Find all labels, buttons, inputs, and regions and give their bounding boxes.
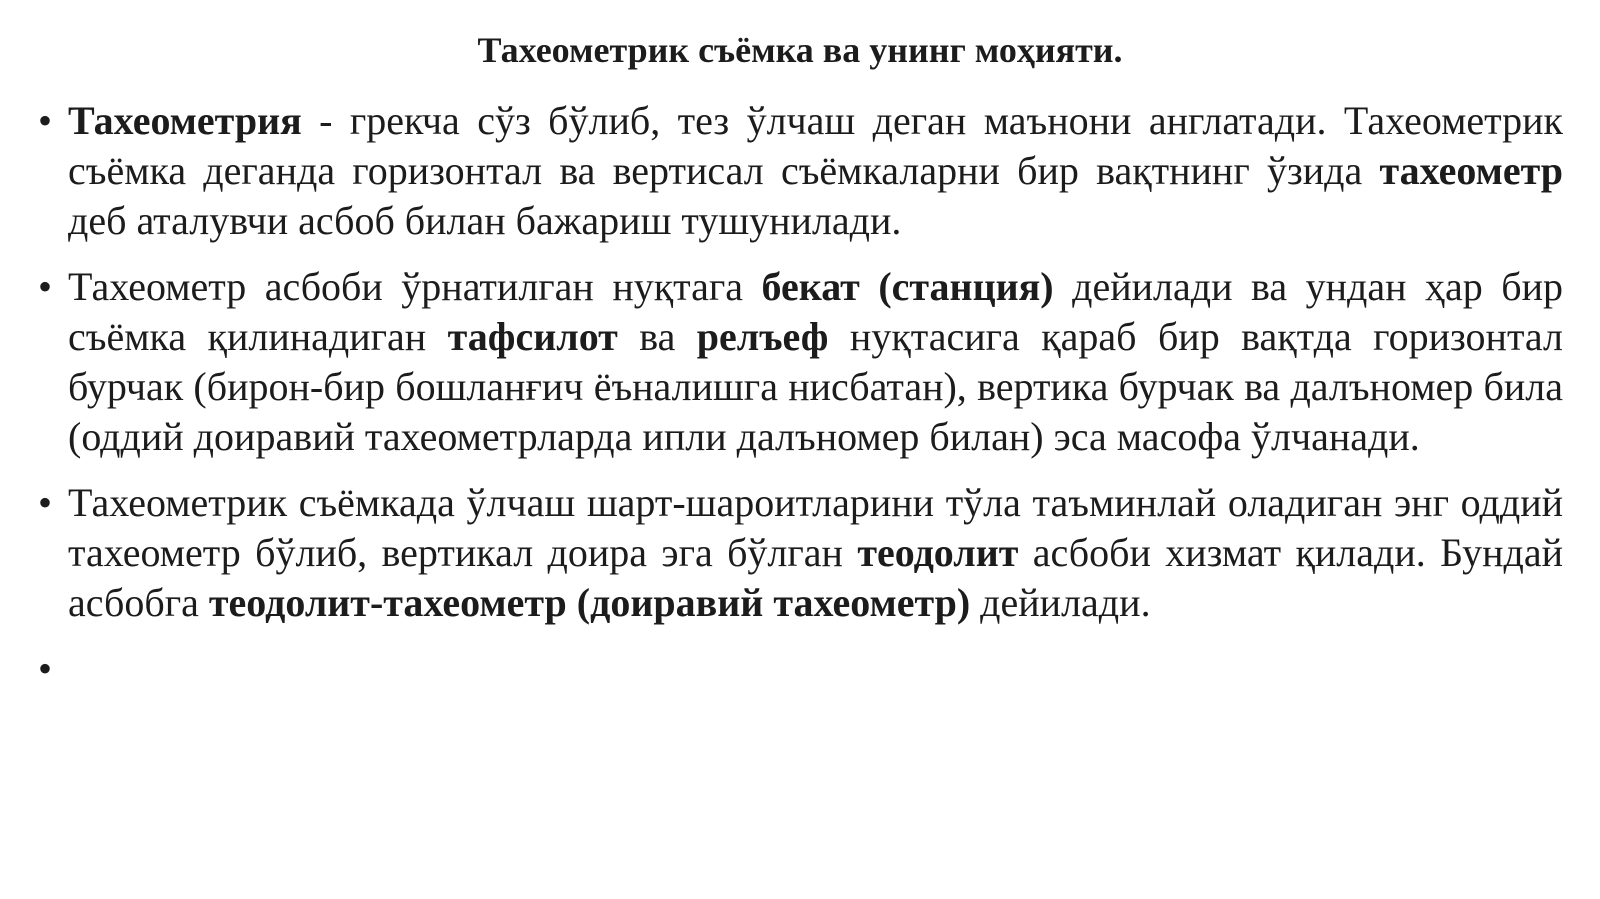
text-segment: дейилади. [970,580,1151,625]
text-segment: дейилади ва ундан ҳар бир съёмка қилинадиган [68,264,1564,359]
bold-term: бекат (станция) [761,264,1054,309]
bullet-list [0,96,1600,710]
bullet-dot-icon: • [38,264,53,309]
bullet-dot-icon: • [38,646,53,691]
bullet-item-empty [0,644,1600,694]
text-segment: деб аталувчи асбоб билан бажариш тушунилади. [68,198,902,243]
bold-term: Тахеометрия [68,98,302,143]
text-segment: нуқтасига қараб бир вақтда горизонтал бурчак (бирон-бир бошланғич ёъналишга нисбатан), вертика бурчак ва далъномер била (оддий доиравий тахеометрларда ипли далъномер билан) эса масофа ўлчанади. [68,314,1563,459]
bullet-text [68,478,1563,628]
slide-title: Тахеометрик съёмка ва унинг моҳияти. [477,30,1123,70]
text-segment: - грекча сўз бўлиб, тез ўлчаш деган маънони англатади. Тахеометрик съёмка деганда горизонтал ва вертисал съёмкаларни бир вақтнинг ўзида [68,98,1563,193]
text-segment: ва [617,314,697,359]
bullet-dot-icon: • [38,480,53,525]
bullet-text [68,96,1563,246]
bullet-item [0,262,1600,462]
bullet-text [68,262,1563,462]
bullet-dot-icon: • [38,98,53,143]
bold-term: теодолит-тахеометр (доиравий тахеометр) [208,580,971,625]
bold-term: тафсилот [447,314,618,359]
bullet-item [0,96,1600,246]
bold-term: тахеометр [1379,148,1563,193]
text-segment: Тахеометрик съёмкада ўлчаш шарт-шароитларини тўла таъминлай оладиган энг оддий тахеометр бўлиб, вертикал доира эга бўлган [68,480,1563,575]
bold-term: релъеф [696,314,829,359]
bullet-item [0,478,1600,628]
bold-term: теодолит [857,530,1019,575]
text-segment: Тахеометр асбоби ўрнатилган нуқтага [68,264,762,309]
text-segment: асбоби хизмат қилади. Бундай асбобга [68,530,1563,625]
bullet-text [68,644,1563,694]
